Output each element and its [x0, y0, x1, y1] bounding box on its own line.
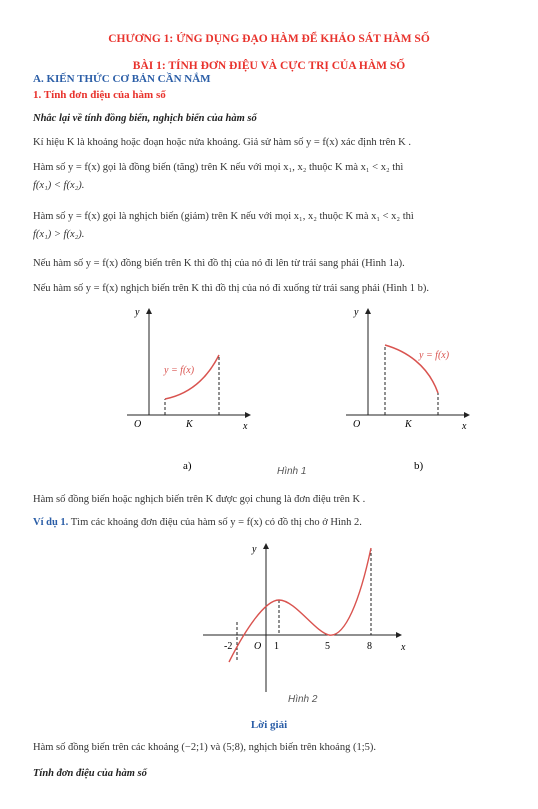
paragraph-decreasing-cond: f(x₁) > f(x₂).	[33, 229, 85, 240]
origin-label: O	[134, 419, 142, 430]
x-label: x	[401, 642, 406, 653]
recall-title: Nhắc lại về tính đồng biến, nghịch biến của hàm số	[33, 113, 257, 124]
example-line	[33, 517, 362, 528]
section-1-heading: 1. Tính đơn điệu của hàm số	[33, 89, 166, 101]
caption-a: a)	[183, 460, 192, 472]
solution-title: Lời giải	[250, 719, 288, 731]
origin-label: O	[353, 419, 361, 430]
paragraph-increasing-cond: f(x₁) < f(x₂).	[33, 180, 85, 191]
figure-1-caption: Hình 1	[277, 466, 307, 477]
origin-label: O	[254, 641, 262, 652]
increasing-curve	[165, 355, 219, 399]
figure-2-caption: Hình 2	[288, 694, 318, 705]
x-label: x	[462, 421, 467, 432]
tick-label-8: 8	[367, 641, 372, 652]
figure-2	[195, 540, 415, 710]
k-label: K	[186, 419, 193, 430]
y-label: y	[135, 307, 140, 318]
lesson-title: BÀI 1: TÍNH ĐƠN ĐIỆU VÀ CỰC TRỊ CỦA HÀM SỐ	[132, 60, 406, 72]
figure-1a	[125, 303, 265, 473]
caption-b: b)	[414, 460, 424, 472]
k-label: K	[405, 419, 412, 430]
paragraph-definition-k: Kí hiệu K là khoảng hoặc đoạn hoặc nửa khoảng. Giả sử hàm số y = f(x) xác định trên K .	[33, 137, 411, 148]
paragraph-decreasing: Hàm số y = f(x) gọi là nghịch biến (giảm) trên K nếu với mọi x₁, x₂ thuộc K mà x₁ < x₂ thì	[33, 211, 414, 222]
figure-1b	[344, 303, 484, 473]
solution-text: Hàm số đồng biến trên các khoảng (−2;1) và (5;8), nghịch biến trên khoảng (1;5).	[33, 742, 376, 753]
tick-label-neg2: -2	[224, 641, 233, 652]
example-text: Tìm các khoảng đơn điệu của hàm số y = f(x) có đồ thị cho ở Hình 2.	[68, 517, 362, 528]
paragraph-increasing: Hàm số y = f(x) gọi là đồng biến (tăng) trên K nếu với mọi x₁, x₂ thuộc K mà x₁ < x₂ thì	[33, 162, 404, 173]
x-label: x	[243, 421, 248, 432]
function-label: y = f(x)	[164, 365, 195, 376]
next-heading: Tính đơn điệu của hàm số	[33, 768, 147, 779]
tick-label-1: 1	[274, 641, 279, 652]
tick-label-5: 5	[325, 641, 330, 652]
function-curve	[229, 548, 371, 662]
paragraph-monotonic: Hàm số đồng biến hoặc nghịch biến trên K được gọi chung là đơn điệu trên K .	[33, 494, 366, 505]
paragraph-graph-down: Nếu hàm số y = f(x) nghịch biến trên K thì đồ thị của nó đi xuống từ trái sang phải (Hình 1 b).	[33, 283, 429, 294]
paragraph-graph-up: Nếu hàm số y = f(x) đồng biến trên K thì đồ thị của nó đi lên từ trái sang phải (Hình 1a).	[33, 258, 405, 269]
y-label: y	[252, 544, 257, 555]
y-label: y	[354, 307, 359, 318]
section-a-heading: A. KIẾN THỨC CƠ BẢN CẦN NẮM	[33, 73, 211, 85]
example-label: Ví dụ 1.	[33, 517, 69, 528]
function-label: y = f(x)	[419, 350, 450, 361]
chapter-title: CHƯƠNG 1: ỨNG DỤNG ĐẠO HÀM ĐỂ KHẢO SÁT HÀM SỐ	[108, 33, 430, 45]
